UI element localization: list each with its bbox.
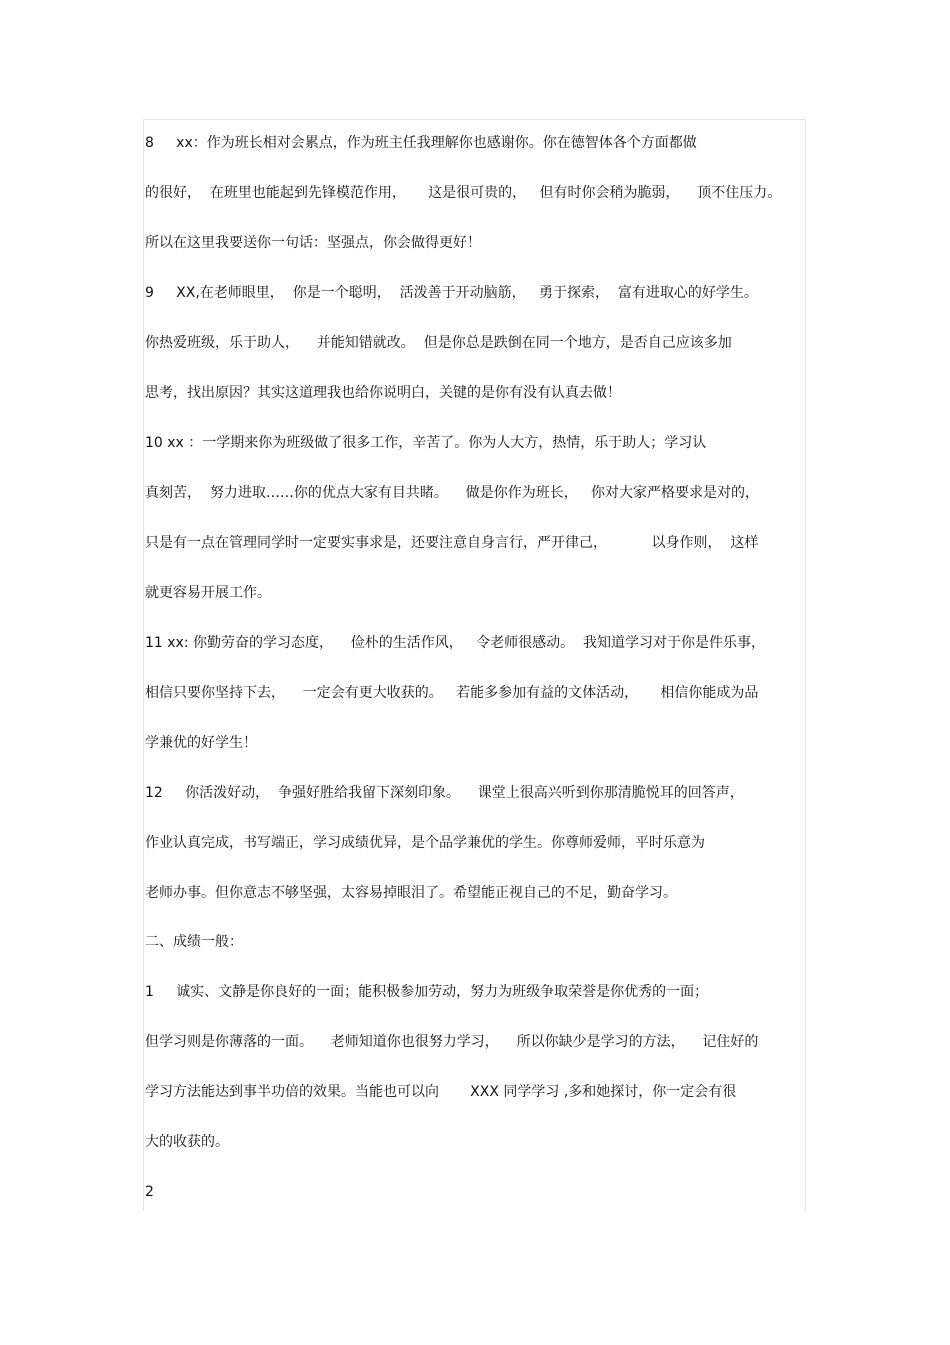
text-line: 真刻苦， 努力进取……你的优点大家有目共睹。 做是你作为班长， 你对大家严格要求是对的， bbox=[145, 485, 760, 501]
text-line: 9 XX,在老师眼里， 你是一个聪明， 活泼善于开动脑筋， 勇于探索， 富有进取心的好学生。 bbox=[145, 285, 758, 301]
text-line: 只是有一点在管理同学时一定要实事求是，还要注意自身言行，严开律己， 以身作则， 这样 bbox=[145, 535, 759, 551]
text-line: 8 xx：作为班长相对会累点，作为班主任我理解你也感谢你。你在德智体各个方面都做 bbox=[145, 135, 697, 151]
item-number: 2 bbox=[145, 1184, 154, 1200]
text-line: 但学习则是你薄落的一面。 老师知道你也很努力学习， 所以你缺少是学习的方法， 记住好的 bbox=[145, 1034, 759, 1050]
text-line: 你热爱班级，乐于助人， 并能知错就改。 但是你总是跌倒在同一个地方，是否自己应该多加 bbox=[145, 335, 732, 351]
text-line: 学习方法能达到事半功倍的效果。当能也可以向 XXX 同学学习 ,多和她探讨，你一定会有很 bbox=[145, 1084, 737, 1100]
text-line: 相信只要你坚持下去， 一定会有更大收获的。 若能多参加有益的文体活动， 相信你能成为品 bbox=[145, 685, 759, 701]
text-line: 11 xx: 你勤劳奋的学习态度， 俭朴的生活作风， 令老师很感动。 我知道学习对于你是件乐事， bbox=[145, 635, 766, 651]
text-line: 的很好， 在班里也能起到先锋模范作用， 这是很可贵的， 但有时你会稍为脆弱， 顶不住压力。 bbox=[145, 185, 782, 201]
text-line: 就更容易开展工作。 bbox=[145, 585, 271, 601]
text-line: 所以在这里我要送你一句话：坚强点，你会做得更好！ bbox=[145, 235, 481, 251]
text-line: 作业认真完成，书写端正，学习成绩优异，是个品学兼优的学生。你尊师爱师，平时乐意为 bbox=[145, 835, 705, 851]
text-line: 10 xx ：一学期来你为班级做了很多工作，辛苦了。你为人大方，热情，乐于助人；学习认 bbox=[145, 435, 707, 451]
text-line: 12 你活泼好动， 争强好胜给我留下深刻印象。 课堂上很高兴听到你那清脆悦耳的回答声， bbox=[145, 785, 744, 801]
text-line: 学兼优的好学生！ bbox=[145, 735, 257, 751]
section-heading: 二、成绩一般： bbox=[145, 934, 243, 950]
text-line: 1 诚实、文静是你良好的一面；能积极参加劳动，努力为班级争取荣誉是你优秀的一面； bbox=[145, 984, 709, 1000]
text-line: 老师办事。但你意志不够坚强，太容易掉眼泪了。希望能正视自己的不足，勤奋学习。 bbox=[145, 885, 677, 901]
text-line: 大的收获的。 bbox=[145, 1134, 229, 1150]
text-line: 思考，找出原因？其实这道理我也给你说明白，关键的是你有没有认真去做！ bbox=[145, 385, 621, 401]
